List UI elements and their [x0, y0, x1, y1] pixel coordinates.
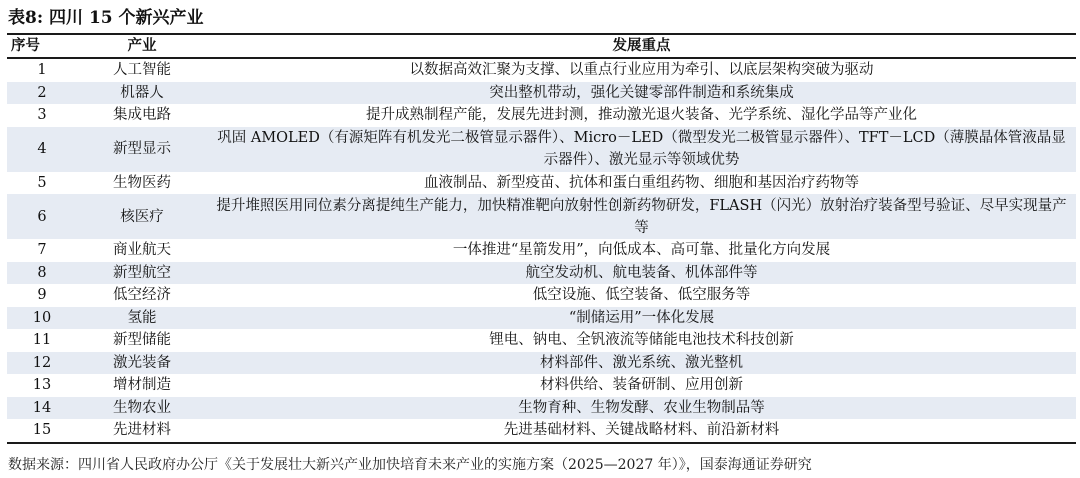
- row-focus: 低空设施、低空装备、低空服务等: [532, 287, 751, 304]
- table-row: [7, 239, 1076, 262]
- row-focus: 提升成熟制程产能，发展先进封测，推动激光退火装备、光学系统、湿化学品等产业化: [366, 107, 917, 124]
- table-row: [7, 82, 1076, 105]
- row-focus: 生物育种、生物发酵、农业生物制品等: [207, 397, 1076, 420]
- row-index: 8: [7, 262, 77, 285]
- industry-table: [7, 35, 1076, 57]
- row-industry: 低空经济: [113, 287, 171, 304]
- table-title: 表8: 四川 15 个新兴产业: [8, 8, 204, 28]
- table-row: [7, 307, 1076, 330]
- header-industry: 产业: [127, 37, 157, 54]
- row-focus: 巩固 AMOLED（有源矩阵有机发光二极管显示器件）、Micro－LED（微型发光二极管显示器件）、TFT－LCD（薄膜晶体管液晶显示器件）、激光显示等领域优势: [207, 127, 1076, 172]
- row-industry: 新型航空: [77, 262, 207, 285]
- row-focus: 一体推进“星箭发用”，向低成本、高可靠、批量化方向发展: [452, 242, 831, 259]
- row-focus: 提升堆照医用同位素分离提纯生产能力，加快精准靶向放射性创新药物研发，FLASH（闪光）放射治疗装备型号验证、尽早实现量产等: [207, 194, 1076, 239]
- row-industry: 生物医药: [113, 174, 171, 191]
- row-industry: 氢能: [77, 307, 207, 330]
- table-row: [7, 397, 1076, 420]
- row-index: 1: [37, 62, 47, 79]
- table-row: [7, 262, 1076, 285]
- industry-table-container: [7, 33, 1076, 444]
- row-focus: 先进基础材料、关键战略材料、前沿新材料: [503, 422, 780, 439]
- row-index: 7: [37, 242, 47, 259]
- industry-table-body: [7, 59, 1076, 442]
- table-row: [7, 284, 1076, 307]
- table-row: [7, 329, 1076, 352]
- row-industry: 人工智能: [113, 62, 171, 79]
- table-row: [7, 104, 1076, 127]
- row-index: 10: [7, 307, 77, 330]
- row-focus: 血液制品、新型疫苗、抗体和蛋白重组药物、细胞和基因治疗药物等: [424, 174, 859, 191]
- table-row: [7, 127, 1076, 172]
- row-index: 4: [7, 127, 77, 172]
- row-focus: 锂电、钠电、全钒液流等储能电池技术科技创新: [489, 332, 794, 349]
- row-industry: 核医疗: [77, 194, 207, 239]
- table-row: [7, 352, 1076, 375]
- table-header-row: [7, 35, 1076, 57]
- table-row: [7, 194, 1076, 239]
- row-industry: 增材制造: [113, 377, 171, 394]
- row-index: 3: [37, 107, 47, 124]
- header-focus: 发展重点: [612, 37, 671, 54]
- row-index: 15: [32, 422, 52, 439]
- row-index: 5: [37, 174, 47, 191]
- row-focus: 以数据高效汇聚为支撑、以重点行业应用为牵引、以底层架构突破为驱动: [409, 62, 874, 79]
- table-row: [7, 374, 1076, 397]
- row-industry: 新型显示: [77, 127, 207, 172]
- row-index: 13: [32, 377, 52, 394]
- row-industry: 先进材料: [113, 422, 171, 439]
- row-focus: 航空发动机、航电装备、机体部件等: [207, 262, 1076, 285]
- row-industry: 新型储能: [113, 332, 171, 349]
- row-focus: “制储运用”一体化发展: [207, 307, 1076, 330]
- table-row: [7, 419, 1076, 442]
- row-focus: 材料供给、装备研制、应用创新: [540, 377, 743, 394]
- row-focus: 突出整机带动，强化关键零部件制造和系统集成: [207, 82, 1076, 105]
- table-row: [7, 59, 1076, 82]
- row-industry: 激光装备: [77, 352, 207, 375]
- source-note: 数据来源：四川省人民政府办公厅《关于发展壮大新兴产业加快培育未来产业的实施方案（2025—2027 年）》，国泰海通证券研究: [8, 457, 812, 473]
- row-index: 2: [7, 82, 77, 105]
- row-index: 12: [7, 352, 77, 375]
- row-industry: 集成电路: [113, 107, 171, 124]
- row-focus: 材料部件、激光系统、激光整机: [207, 352, 1076, 375]
- row-index: 6: [7, 194, 77, 239]
- row-industry: 商业航天: [113, 242, 171, 259]
- row-index: 14: [7, 397, 77, 420]
- row-industry: 生物农业: [77, 397, 207, 420]
- table-bottom-rule: [7, 442, 1076, 444]
- row-industry: 机器人: [77, 82, 207, 105]
- header-index: 序号: [11, 37, 40, 54]
- table-row: [7, 172, 1076, 195]
- row-index: 9: [37, 287, 47, 304]
- row-index: 11: [32, 332, 52, 349]
